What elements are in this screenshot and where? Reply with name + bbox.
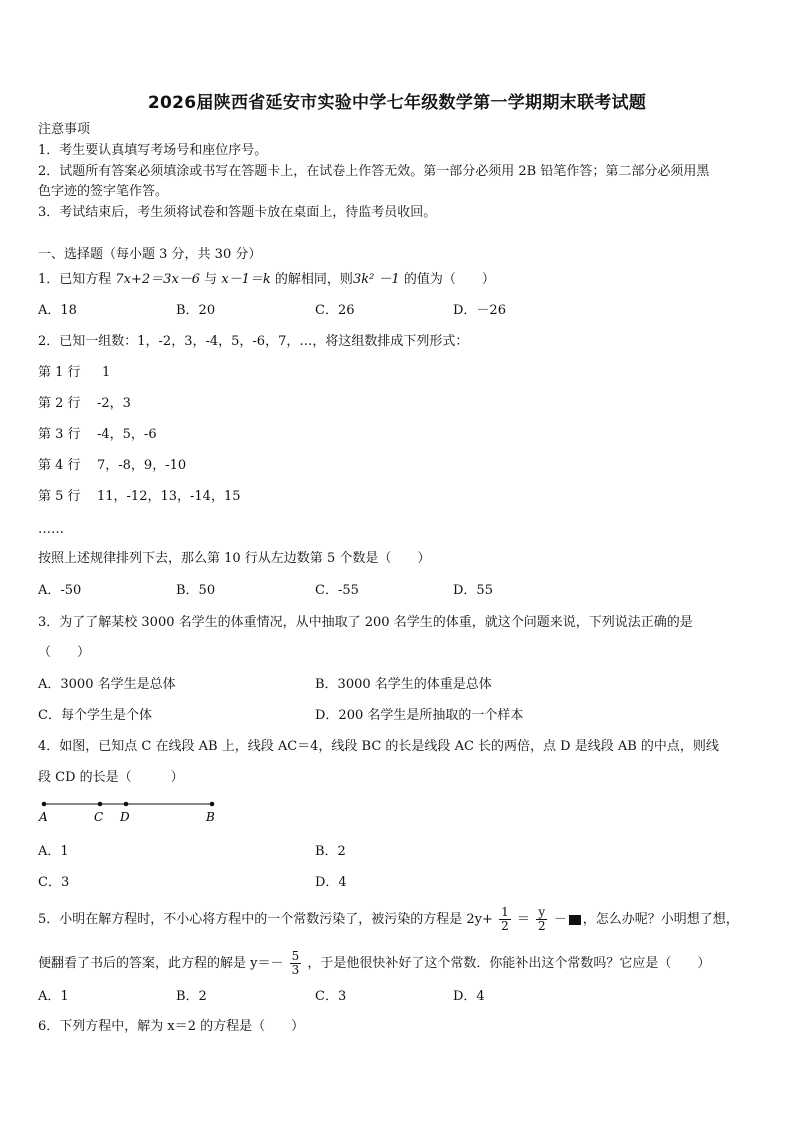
segment-diagram [36,796,226,828]
q3-option-a[interactable]: A．3000 名学生是总体 [38,677,176,692]
question-4-stem: 4．如图，已知点 C 在线段 AB 上，线段 AC＝4，线段 BC 的长是线段 AC 长的两倍，点 D 是线段 AB 的中点，则线 [38,739,719,754]
q1-prefix: 1．已知方程 [38,272,116,287]
q2-row-3-values: -4，5，-6 [97,427,157,442]
q5-fraction-3-numerator: 5 [291,949,300,963]
question-2-stem: 2．已知一组数：1，-2，3，-4，5，-6，7，…，将这组数排成下列形式： [38,334,469,349]
q1-option-c[interactable]: C．26 [315,303,355,318]
q1-connector: 与 [200,272,222,287]
question-3-stem-cont: （ ） [38,645,91,660]
notice-heading: 注意事项 [38,122,91,137]
ink-blot-icon [569,915,581,925]
q2-row-5-values: 11，-12，13，-14，15 [97,489,241,504]
q5-stem-part-4: ，于是他很快补好了这个常数．你能补出这个常数吗？它应是（ ） [307,956,711,971]
point-c-dot [98,802,103,807]
q5-option-c[interactable]: C．3 [315,989,347,1004]
q5-stem-part-1: 5．小明在解方程时，不小心将方程中的一个常数污染了，被污染的方程是 2y+ [38,912,493,927]
q5-fraction-3-denominator: 3 [291,963,300,977]
q4-option-d[interactable]: D．4 [315,875,347,890]
q4-option-a[interactable]: A．1 [38,844,69,859]
notice-item-2: 2．试题所有答案必须填涂或书写在答题卡上，在试卷上作答无效。第一部分必须用 2B 铅笔作答；第二部分必须用黑 [38,164,710,179]
point-a-dot [42,802,47,807]
q1-option-d[interactable]: D．－26 [453,303,506,318]
q2-row-2-label: 第 2 行 [38,396,81,411]
q1-equation-1: 7x+2＝3x－6 [115,272,201,287]
q2-row-4-values: 7，-8，9，-10 [97,458,187,473]
point-c-label: C [94,810,104,824]
question-5-stem [38,906,739,933]
q5-equals: ＝ [516,912,530,927]
q5-fraction-3 [290,950,302,977]
notice-item-2-cont: 色字迹的签字笔作答。 [38,184,169,199]
question-6-stem: 6．下列方程中，解为 x＝2 的方程是（ ） [38,1019,305,1034]
q2-row-1-label: 第 1 行 [38,365,81,380]
q2-row-1-values: 1 [102,365,111,380]
q2-option-b[interactable]: B．50 [176,583,216,598]
page-title: 2026届陕西省延安市实验中学七年级数学第一学期期末联考试题 [147,93,647,113]
q2-row-2-values: -2，3 [97,396,131,411]
q5-fraction-1-denominator: 2 [501,919,509,933]
notice-item-3: 3．考试结束后，考生须将试卷和答题卡放在桌面上，待监考员收回。 [38,205,437,220]
question-4-stem-cont: 段 CD 的长是（ ） [38,770,184,785]
q5-fraction-2 [536,906,548,933]
q3-option-b[interactable]: B．3000 名学生的体重是总体 [315,677,492,692]
q1-option-a[interactable]: A．18 [38,303,77,318]
q3-option-c[interactable]: C．每个学生是个体 [38,708,152,723]
q5-option-a[interactable]: A．1 [38,989,69,1004]
section-heading: 一、选择题（每小题 3 分，共 30 分） [38,247,262,262]
point-b-dot [210,802,215,807]
q5-fraction-2-denominator: 2 [538,919,546,933]
q2-row-5-label: 第 5 行 [38,489,81,504]
q1-option-b[interactable]: B．20 [176,303,216,318]
notice-item-1: 1．考生要认真填写考场号和座位序号。 [38,143,268,158]
q1-equation-2: x－1＝k [221,272,271,287]
q2-option-c[interactable]: C．-55 [315,583,359,598]
q2-option-d[interactable]: D．55 [453,583,493,598]
q5-stem-part-2: ，怎么办呢？小明想了想， [582,912,739,927]
q2-row-3-label: 第 3 行 [38,427,81,442]
q4-option-b[interactable]: B．2 [315,844,346,859]
q2-option-a[interactable]: A．-50 [38,583,82,598]
q1-expression: 3k² －1 [352,272,400,287]
q5-fraction-2-numerator: y [538,905,546,919]
question-3-stem: 3．为了了解某校 3000 名学生的体重情况，从中抽取了 200 名学生的体重，就这个问题来说，下列说法正确的是 [38,615,693,630]
question-5-stem-cont [38,950,710,977]
q5-fraction-1 [499,906,511,933]
q1-suffix: 的值为（ ） [399,272,495,287]
point-d-dot [124,802,129,807]
q4-option-c[interactable]: C．3 [38,875,70,890]
q3-option-d[interactable]: D．200 名学生是所抽取的一个样本 [315,708,524,723]
point-b-label: B [206,810,215,824]
q2-row-4-label: 第 4 行 [38,458,81,473]
point-a-label: A [39,810,48,824]
q2-ellipsis: …… [38,522,64,537]
question-2-question: 按照上述规律排列下去，那么第 10 行从左边数第 5 个数是（ ） [38,551,431,566]
q1-connector-2: 的解相同，则 [270,272,353,287]
q5-stem-part-3: 便翻看了书后的答案，此方程的解是 y＝－ [38,956,284,971]
q5-minus: － [553,912,567,927]
q5-option-d[interactable]: D．4 [453,989,485,1004]
q5-fraction-1-numerator: 1 [501,905,509,919]
q5-option-b[interactable]: B．2 [176,989,207,1004]
question-1-stem [38,271,495,289]
point-d-label: D [120,810,130,824]
